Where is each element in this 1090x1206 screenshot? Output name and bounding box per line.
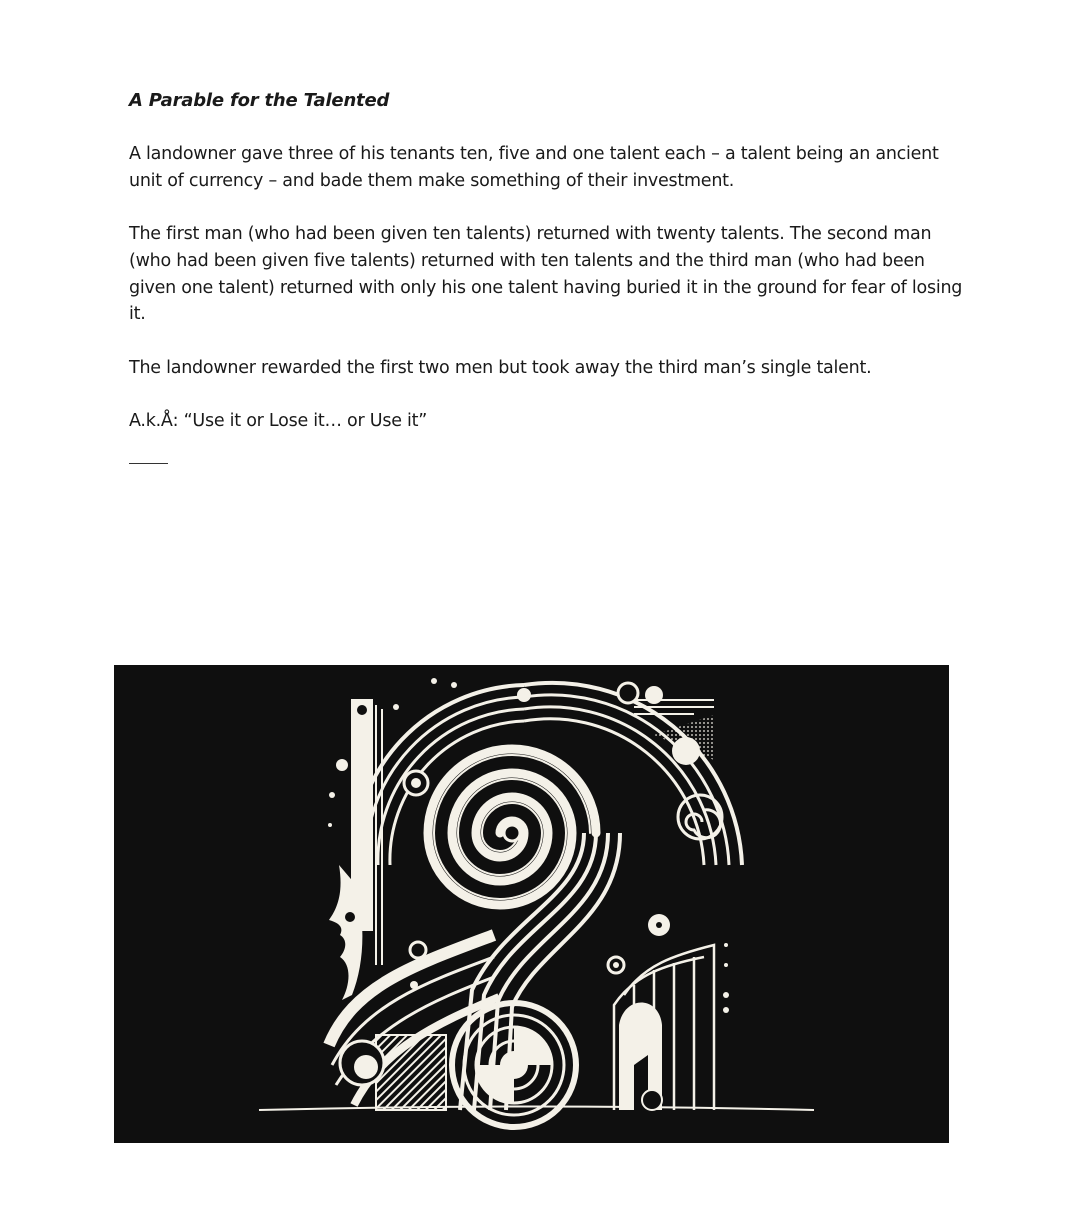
section-divider — [129, 463, 168, 464]
paragraph-aka: A.k.Å: “Use it or Lose it… or Use it” — [129, 411, 428, 432]
artwork-image — [114, 665, 949, 1143]
article-title: A Parable for the Talented — [129, 90, 390, 111]
paragraph-returns: The first man (who had been given ten talents) returned with twenty talents. The second man (who had been given five talents) returned with ten talents and the third man (who had been given one talent) returned with only his one talent having buried it in the ground for fear of losing it. — [129, 224, 963, 325]
swirl-illustration — [114, 665, 949, 1143]
decor-dots — [328, 678, 729, 1013]
article — [129, 88, 969, 464]
paragraph-reward: The landowner rewarded the first two men but took away the third man’s single talent. — [129, 357, 872, 378]
paragraph-intro: A landowner gave three of his tenants ten, five and one talent each – a talent being an ancient unit of currency – and bade them make something of their investment. — [129, 144, 939, 191]
